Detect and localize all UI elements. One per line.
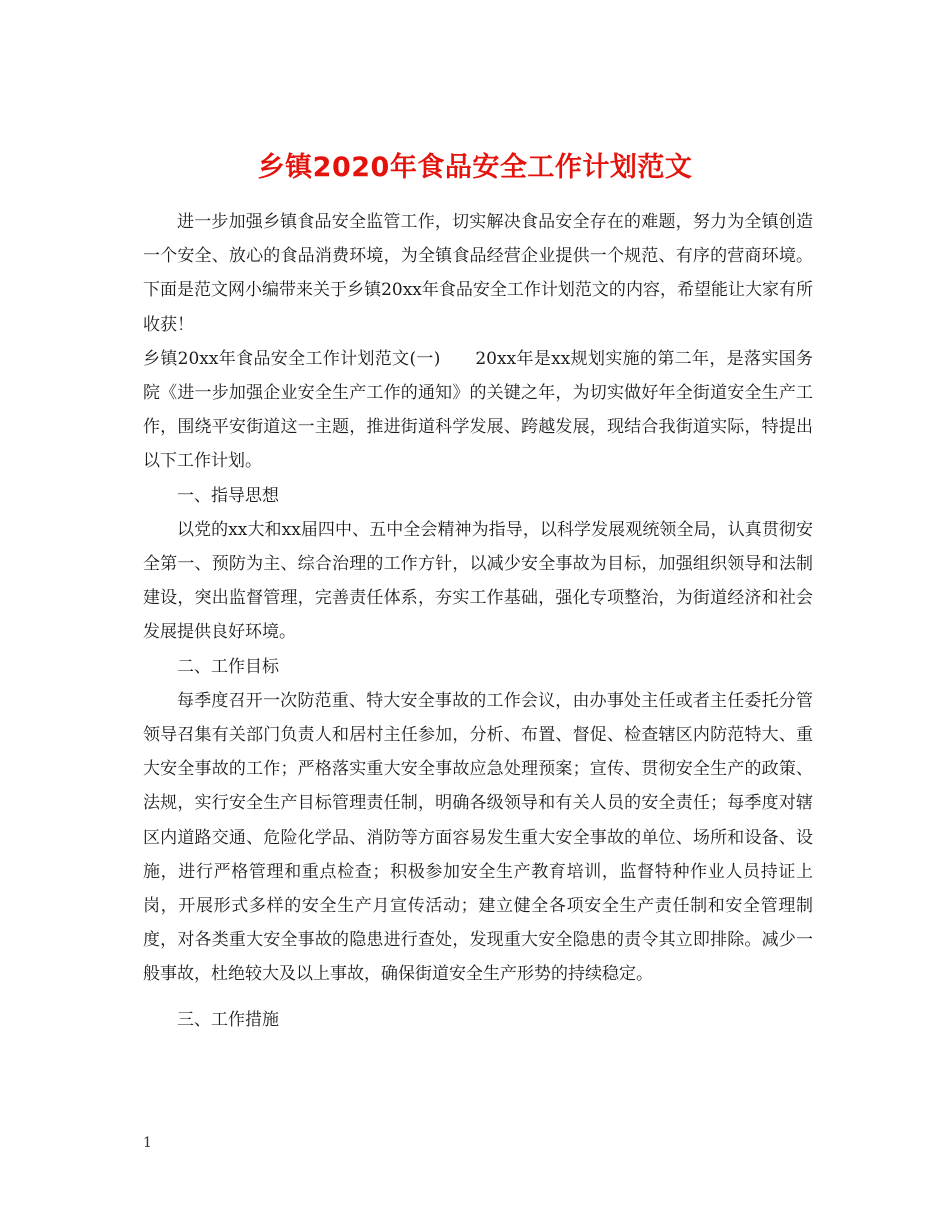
intro-paragraph: 进一步加强乡镇食品安全监管工作，切实解决食品安全存在的难题，努力为全镇创造一个安全、放心的食品消费环境，为全镇食品经营企业提供一个规范、有序的营商环境。下面是范文网小编带来关于乡镇20xx年食品安全工作计划范文的内容，希望能让大家有所收获！ (143, 212, 813, 335)
document-title: 乡镇2020年食品安全工作计划范文 (257, 152, 693, 184)
work-goals-paragraph: 每季度召开一次防范重、特大安全事故的工作会议，由办事处主任或者主任委托分管领导召集有关部门负责人和居村主任参加，分析、布置、督促、检查辖区内防范特大、重大安全事故的工作；严格落实重大安全事故应急处理预案；宣传、贯彻安全生产的政策、法规，实行安全生产目标管理责任制，明确各级领导和有关人员的安全责任；每季度对辖区内道路交通、危险化学品、消防等方面容易发生重大安全事故的单位、场所和设备、设施，进行严格管理和重点检查；积极参加安全生产教育培训，监督特种作业人员持证上岗，开展形式多样的安全生产月宣传活动；建立健全各项安全生产责任制和安全管理制度，对各类重大安全事故的隐患进行查处，发现重大安全隐患的责令其立即排除。减少一般事故，杜绝较大及以上事故，确保街道安全生产形势的持续稳定。 (143, 690, 813, 985)
guiding-thought-paragraph: 以党的xx大和xx届四中、五中全会精神为指导，以科学发展观统领全局，认真贯彻安全第一、预防为主、综合治理的工作方针，以减少安全事故为目标，加强组织领导和法制建设，突出监督管理，完善责任体系，夯实工作基础，强化专项整治，为街道经济和社会发展提供良好环境。 (143, 519, 813, 643)
section-heading-work-measures: 三、工作措施 (177, 1009, 279, 1030)
plan-intro-paragraph: 乡镇20xx年食品安全工作计划范文(一) 20xx年是xx规划实施的第二年，是落实国务院《进一步加强企业安全生产工作的通知》的关键之年，为切实做好年全街道安全生产工作，围绕平安街道这一主题，推进街道科学发展、跨越发展，现结合我街道实际，特提出以下工作计划。 (143, 348, 813, 472)
section-heading-guiding-thought: 一、指导思想 (177, 485, 279, 506)
page-number: 1 (143, 1135, 152, 1151)
document-body (143, 205, 813, 1037)
section-heading-work-goals: 二、工作目标 (177, 656, 279, 677)
